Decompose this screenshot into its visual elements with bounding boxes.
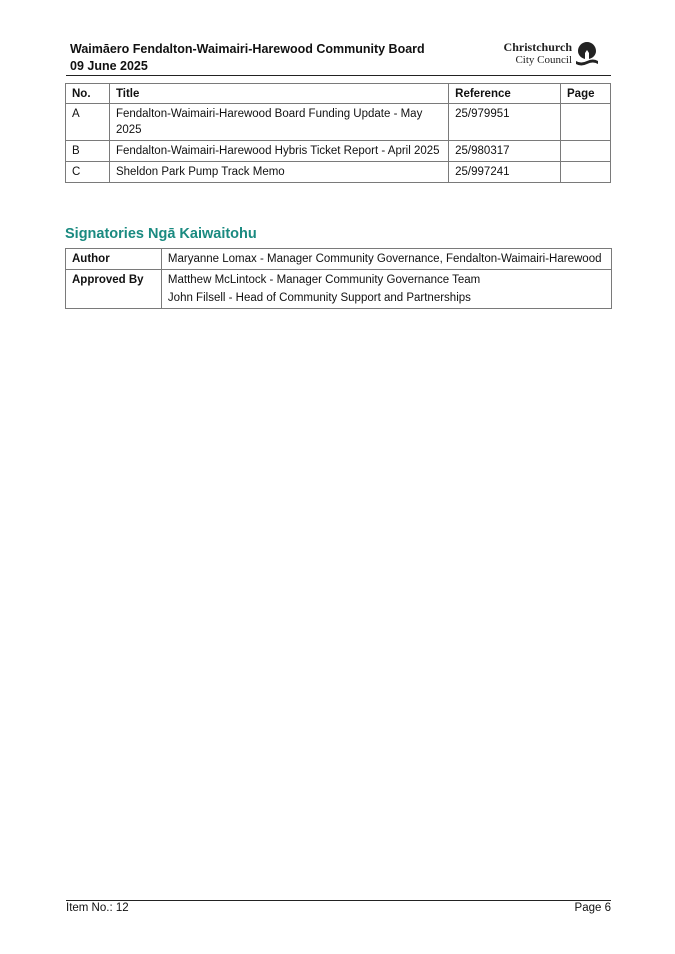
council-logo (497, 41, 602, 69)
cell-title: Fendalton-Waimairi-Harewood Board Funding Update - May 2025 (109, 104, 448, 141)
author-value: Maryanne Lomax - Manager Community Governance, Fendalton-Waimairi-Harewood (161, 249, 611, 270)
cell-page (561, 104, 611, 141)
footer-divider (66, 900, 611, 901)
cell-no: A (66, 104, 110, 141)
cell-title: Sheldon Park Pump Track Memo (109, 162, 448, 183)
footer-item-number: Item No.: 12 (66, 902, 129, 914)
table-row (66, 270, 612, 309)
table-row (66, 162, 611, 183)
footer-page-number: Page 6 (574, 902, 611, 914)
approver-name: John Filsell - Head of Community Support and Partnerships (167, 292, 471, 304)
table-row (66, 141, 611, 162)
header-date: 09 June 2025 (70, 59, 148, 73)
table-row (66, 249, 612, 270)
cell-page (561, 141, 611, 162)
logo-text-line1: Christchurch (503, 40, 572, 54)
column-header-title: Title (109, 84, 448, 104)
cell-no: C (66, 162, 110, 183)
cell-reference: 25/997241 (449, 162, 561, 183)
cell-title: Fendalton-Waimairi-Harewood Hybris Ticket Report - April 2025 (109, 141, 448, 162)
cell-reference: 25/979951 (449, 104, 561, 141)
signatories-table (65, 248, 612, 309)
table-row (66, 104, 611, 141)
table-header-row (66, 84, 611, 104)
header-title: Waimāero Fendalton-Waimairi-Harewood Community Board (70, 42, 425, 56)
cell-reference: 25/980317 (449, 141, 561, 162)
cathedral-icon (574, 41, 600, 69)
column-header-page: Page (561, 84, 611, 104)
cell-no: B (66, 141, 110, 162)
approver-name: Matthew McLintock - Manager Community Governance Team (167, 274, 481, 286)
header-divider (66, 75, 611, 76)
signatories-heading: Signatories Ngā Kaiwaitohu (65, 226, 257, 242)
approved-value-cell (161, 270, 611, 309)
author-label: Author (66, 249, 162, 270)
column-header-no: No. (66, 84, 110, 104)
attachments-table (65, 83, 611, 183)
cell-page (561, 162, 611, 183)
logo-text-line2: City Council (515, 54, 572, 66)
column-header-reference: Reference (449, 84, 561, 104)
approved-label: Approved By (66, 270, 162, 309)
